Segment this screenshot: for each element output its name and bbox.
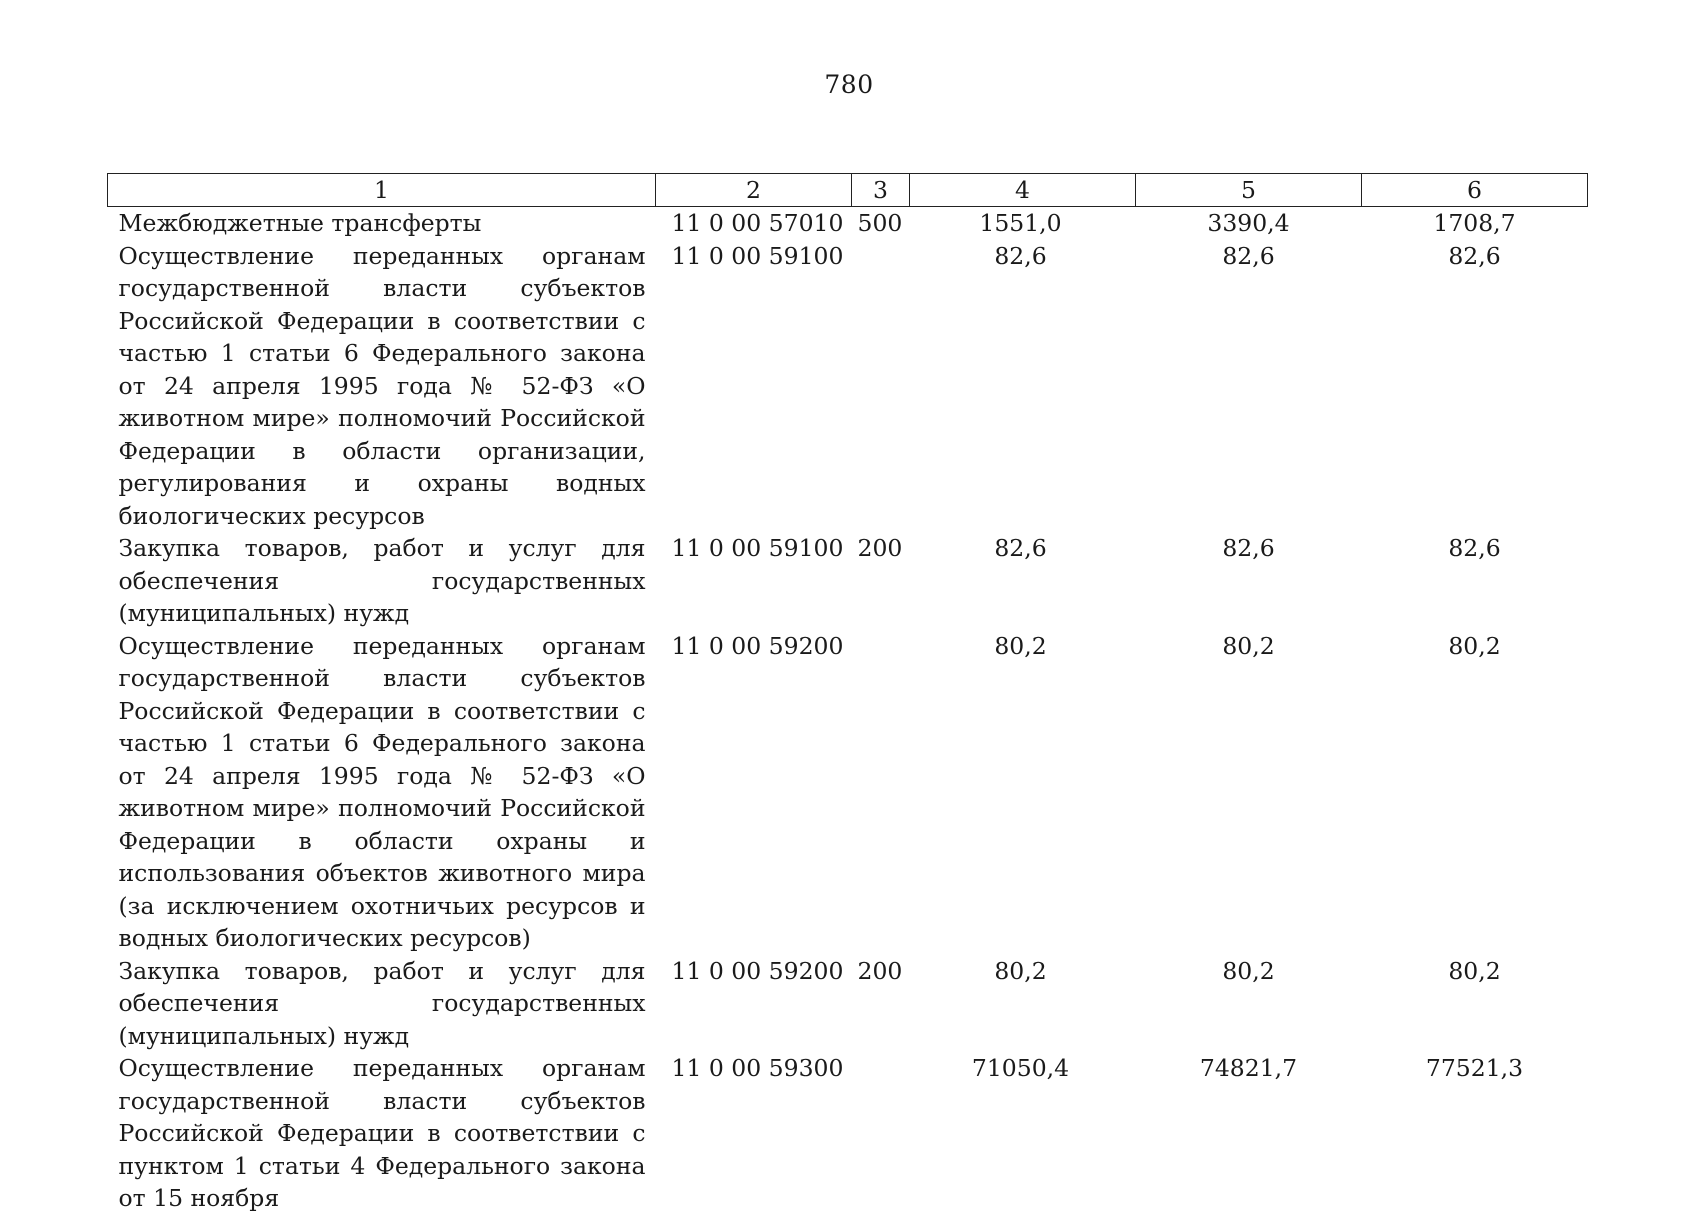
table-body xyxy=(108,207,1588,1215)
row-value-col4: 80,2 xyxy=(994,956,1047,985)
row-value-col5: 3390,4 xyxy=(1207,209,1290,237)
row-code: 11 0 00 59200 xyxy=(671,631,844,660)
row-value-col5: 82,6 xyxy=(1222,534,1275,562)
row-code: 11 0 00 59100 xyxy=(671,241,844,270)
row-value-col6: 80,2 xyxy=(1448,631,1501,660)
row-expense-type: 200 xyxy=(857,534,903,562)
row-value-col4: 71050,4 xyxy=(971,1054,1070,1082)
row-name: Осуществление переданных органам государственной власти субъектов Российской Федерации в соответствии с частью 1 статьи 6 Федерального закона от 24 апреля 1995 года № 52-ФЗ «О животном мире» полномочий Российской Федерации в области охраны и использования объектов животного мира (за исключением охотничьих ресурсов и водных биологических ресурсов) xyxy=(118,631,646,952)
row-name: Межбюджетные трансферты xyxy=(118,209,482,237)
row-value-col5: 74821,7 xyxy=(1199,1054,1298,1082)
budget-table xyxy=(107,173,1588,1215)
page-number: 780 xyxy=(824,70,874,99)
table-row xyxy=(108,630,1588,955)
row-expense-type: 200 xyxy=(857,956,903,985)
row-value-col6: 80,2 xyxy=(1448,956,1501,985)
row-value-col4: 1551,0 xyxy=(979,209,1062,237)
table-row xyxy=(108,955,1588,1053)
row-value-col6: 77521,3 xyxy=(1425,1054,1524,1082)
row-value-col5: 82,6 xyxy=(1222,241,1275,270)
row-value-col6: 82,6 xyxy=(1448,534,1501,562)
row-name: Осуществление переданных органам государственной власти субъектов Российской Федерации в соответствии с пунктом 1 статьи 4 Федерального закона от 15 ноября xyxy=(118,1054,646,1212)
header-col-2: 2 xyxy=(656,174,852,207)
table-row xyxy=(108,207,1588,240)
row-expense-type: 500 xyxy=(857,209,903,237)
row-code: 11 0 00 59100 xyxy=(671,534,844,562)
row-value-col4: 82,6 xyxy=(994,534,1047,562)
row-value-col5: 80,2 xyxy=(1222,631,1275,660)
row-expense-type xyxy=(852,630,910,955)
header-col-3: 3 xyxy=(852,174,910,207)
header-row xyxy=(108,174,1588,207)
row-name: Закупка товаров, работ и услуг для обеспечения государственных (муниципальных) нужд xyxy=(118,534,646,627)
header-col-6: 6 xyxy=(1362,174,1588,207)
table-row xyxy=(108,1052,1588,1215)
row-code: 11 0 00 59300 xyxy=(671,1054,844,1082)
table-row xyxy=(108,532,1588,630)
row-expense-type xyxy=(852,240,910,533)
row-name: Осуществление переданных органам государственной власти субъектов Российской Федерации в соответствии с частью 1 статьи 6 Федерального закона от 24 апреля 1995 года № 52-ФЗ «О животном мире» полномочий Российской Федерации в области организации, регулирования и охраны водных биологических ресурсов xyxy=(118,241,646,530)
table-row xyxy=(108,240,1588,533)
header-col-1: 1 xyxy=(108,174,656,207)
row-value-col6: 1708,7 xyxy=(1433,209,1516,237)
row-value-col4: 82,6 xyxy=(994,241,1047,270)
row-value-col4: 80,2 xyxy=(994,631,1047,660)
row-code: 11 0 00 59200 xyxy=(671,956,844,985)
header-col-5: 5 xyxy=(1136,174,1362,207)
row-value-col5: 80,2 xyxy=(1222,956,1275,985)
row-expense-type xyxy=(852,1052,910,1215)
header-col-4: 4 xyxy=(910,174,1136,207)
row-code: 11 0 00 57010 xyxy=(671,209,844,237)
row-name: Закупка товаров, работ и услуг для обеспечения государственных (муниципальных) нужд xyxy=(118,956,646,1050)
table-header xyxy=(108,174,1588,207)
row-value-col6: 82,6 xyxy=(1448,241,1501,270)
